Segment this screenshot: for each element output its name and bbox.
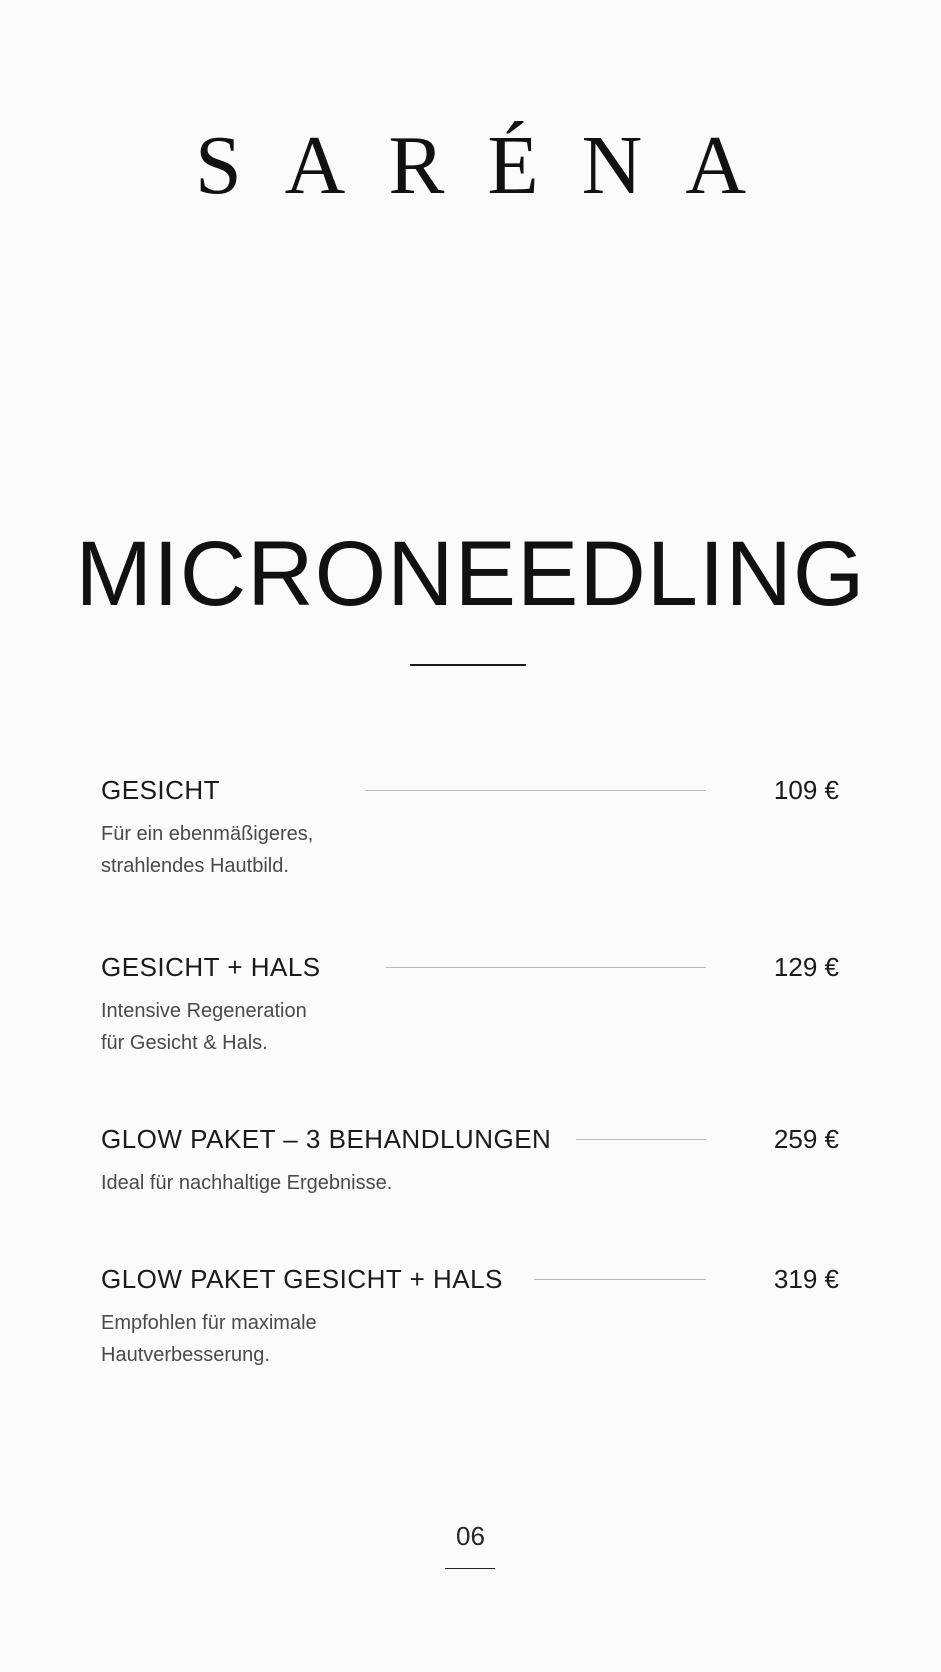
item-name: GESICHT + HALS (101, 952, 321, 982)
item-description (101, 1307, 461, 1371)
item-price: 109 € (773, 775, 839, 805)
item-leader-line (386, 967, 706, 968)
item-name: GESICHT (101, 775, 221, 805)
page-number-underline (445, 1568, 495, 1569)
title-divider (410, 664, 526, 666)
item-leader-line (365, 790, 706, 791)
item-description (101, 995, 461, 1059)
item-description-line: Für ein ebenmäßigeres, (101, 823, 314, 845)
page-number: 06 (456, 1521, 485, 1551)
brand-logo: SARÉNA (194, 119, 790, 212)
item-description (101, 1167, 461, 1199)
item-description-line: Empfohlen für maximale (101, 1312, 317, 1334)
item-description-line: Intensive Regeneration (101, 1000, 307, 1022)
item-leader-line (576, 1139, 706, 1140)
item-price: 319 € (773, 1264, 839, 1294)
item-name: GLOW PAKET – 3 BEHANDLUNGEN (101, 1124, 552, 1154)
item-price: 259 € (773, 1124, 839, 1154)
item-name: GLOW PAKET GESICHT + HALS (101, 1264, 503, 1294)
item-description-line: strahlendes Hautbild. (101, 855, 289, 877)
item-description (101, 818, 461, 882)
item-description-line: Ideal für nachhaltige Ergebnisse. (101, 1172, 393, 1194)
page-title: MICRONEEDLING (75, 523, 866, 625)
item-description-line: für Gesicht & Hals. (101, 1032, 268, 1054)
item-leader-line (534, 1279, 706, 1280)
item-price: 129 € (773, 952, 839, 982)
item-description-line: Hautverbesserung. (101, 1344, 270, 1366)
